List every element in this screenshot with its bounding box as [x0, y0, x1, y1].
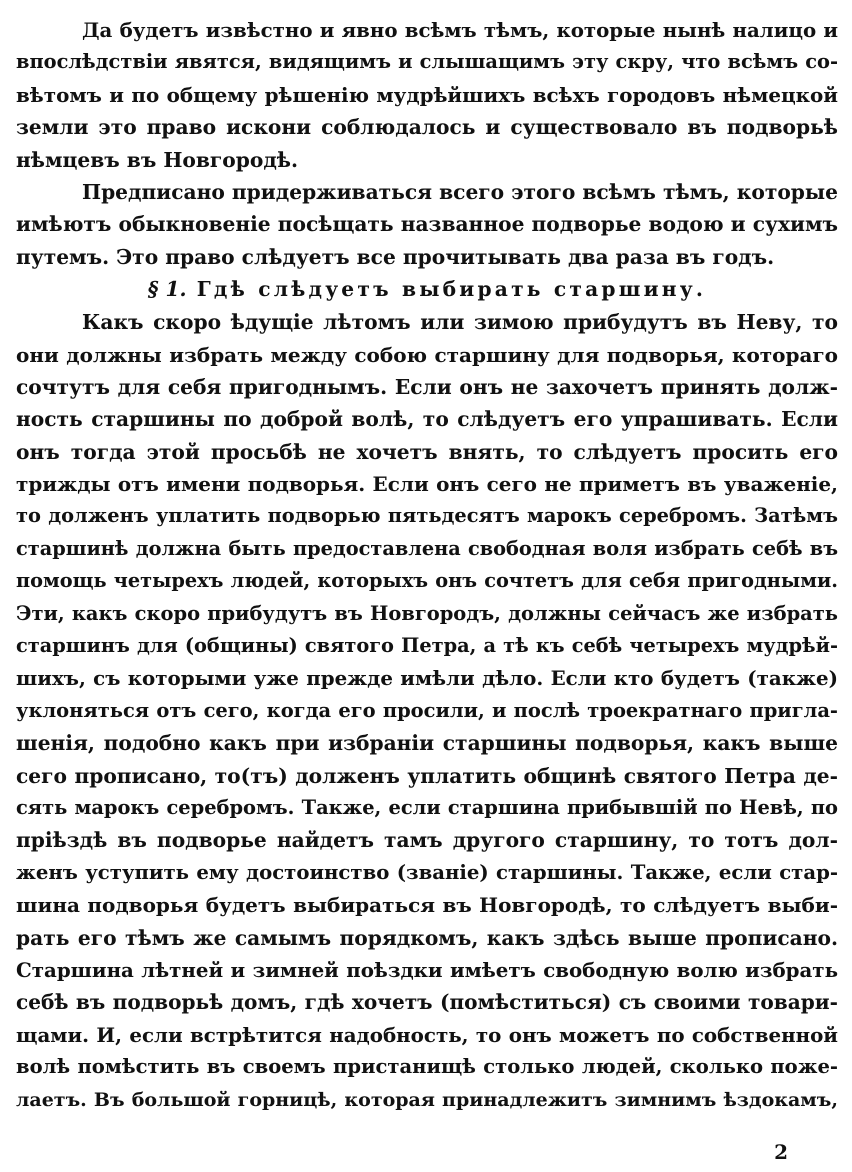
text-line: пріѣздѣ въ подворье найдетъ тамъ другого старшину, то тотъ дол-	[16, 828, 838, 853]
text-line: они должны избрать между собою старшину для подворья, котораго	[16, 342, 838, 367]
text-line: вѣтомъ и по общему рѣшенію мудрѣйшихъ всѣхъ городовъ нѣмецкой	[16, 82, 838, 107]
text-line: помощь четырехъ людей, которыхъ онъ сочтетъ для себя пригодными.	[16, 569, 838, 593]
text-line: сего прописано, то(тъ) долженъ уплатить общинѣ святого Петра де-	[16, 763, 838, 788]
text-line: Да будетъ извѣстно и явно всѣмъ тѣмъ, которые нынѣ налицо и	[82, 18, 838, 42]
text-line: шина подворья будетъ выбираться въ Новгородѣ, то слѣдуетъ выби-	[16, 893, 838, 918]
text-line: волѣ помѣстить въ своемъ пристанищѣ столько людей, сколько поже-	[16, 1055, 838, 1079]
text-line: рать его тѣмъ же самымъ порядкомъ, какъ здѣсь выше прописано.	[16, 925, 838, 950]
text-line: Какъ скоро ѣдущіе лѣтомъ или зимою прибудутъ въ Неву, то	[82, 310, 838, 335]
text-line: имѣютъ обыкновеніе посѣщать названное подворье водою и сухимъ	[16, 212, 838, 237]
text-line: Предписано придерживаться всего этого всѣмъ тѣмъ, которые	[82, 179, 838, 204]
text-line: онъ тогда этой просьбѣ не хочетъ внять, то слѣдуетъ просить его	[16, 439, 838, 464]
text-line: земли это право искони соблюдалось и существовало въ подворьѣ	[16, 115, 838, 140]
text-line: то долженъ уплатить подворью пятьдесятъ марокъ серебромъ. Затѣмъ	[16, 504, 838, 528]
document-page	[16, 14, 838, 1116]
text-line: шенія, подобно какъ при избраніи старшины подворья, какъ выше	[16, 731, 838, 756]
paragraph-3	[16, 306, 838, 1116]
text-line: себѣ въ подворьѣ домъ, гдѣ хочетъ (помѣститься) съ своими товари-	[16, 990, 838, 1015]
text-line: лаетъ. Въ большой горницѣ, которая принадлежитъ зимнимъ ѣздокамъ,	[16, 1088, 838, 1111]
text-line: Старшина лѣтней и зимней поѣздки имѣетъ свободную волю избрать	[16, 957, 838, 982]
text-line: путемъ. Это право слѣдуетъ все прочитывать два раза въ годъ.	[16, 244, 775, 269]
text-line: щами. И, если встрѣтится надобность, то онъ можетъ по собственной	[16, 1022, 838, 1047]
section-heading	[16, 273, 838, 306]
text-line: шихъ, съ которыми уже прежде имѣли дѣло. Если кто будетъ (также)	[16, 666, 838, 691]
text-line: старшинѣ должна быть предоставлена свободная воля избрать себѣ въ	[16, 536, 838, 560]
page-number: 2	[774, 1140, 788, 1164]
text-line: нѣмцевъ въ Новгородѣ.	[16, 147, 299, 172]
paragraph-2	[16, 176, 838, 273]
section-number: § 1.	[147, 277, 187, 302]
text-line: уклоняться отъ сего, когда его просили, и послѣ троекратнаго пригла-	[16, 698, 838, 722]
text-line: Эти, какъ скоро прибудутъ въ Новгородъ, должны сейчасъ же избрать	[16, 601, 838, 625]
text-line: сочтутъ для себя пригоднымъ. Если онъ не захочетъ принять долж-	[16, 374, 838, 399]
paragraph-1	[16, 14, 838, 176]
text-line: ность старшины по доброй волѣ, то слѣдуетъ его упрашивать. Если	[16, 407, 838, 432]
text-line: женъ уступить ему достоинство (званіе) старшины. Также, если стар-	[16, 860, 838, 884]
text-line: старшинъ для (общины) святого Петра, а тѣ къ себѣ четырехъ мудрѣй-	[16, 634, 838, 658]
section-title: Гдѣ слѣдуетъ выбирать старшину.	[196, 277, 707, 302]
text-line: сять марокъ серебромъ. Также, если старшина прибывшій по Невѣ, по	[16, 795, 838, 819]
text-line: трижды отъ имени подворья. Если онъ сего не приметъ въ уваженіе,	[16, 472, 838, 497]
text-line: впослѣдствіи явятся, видящимъ и слышащимъ эту скру, что всѣмъ со-	[16, 50, 838, 74]
